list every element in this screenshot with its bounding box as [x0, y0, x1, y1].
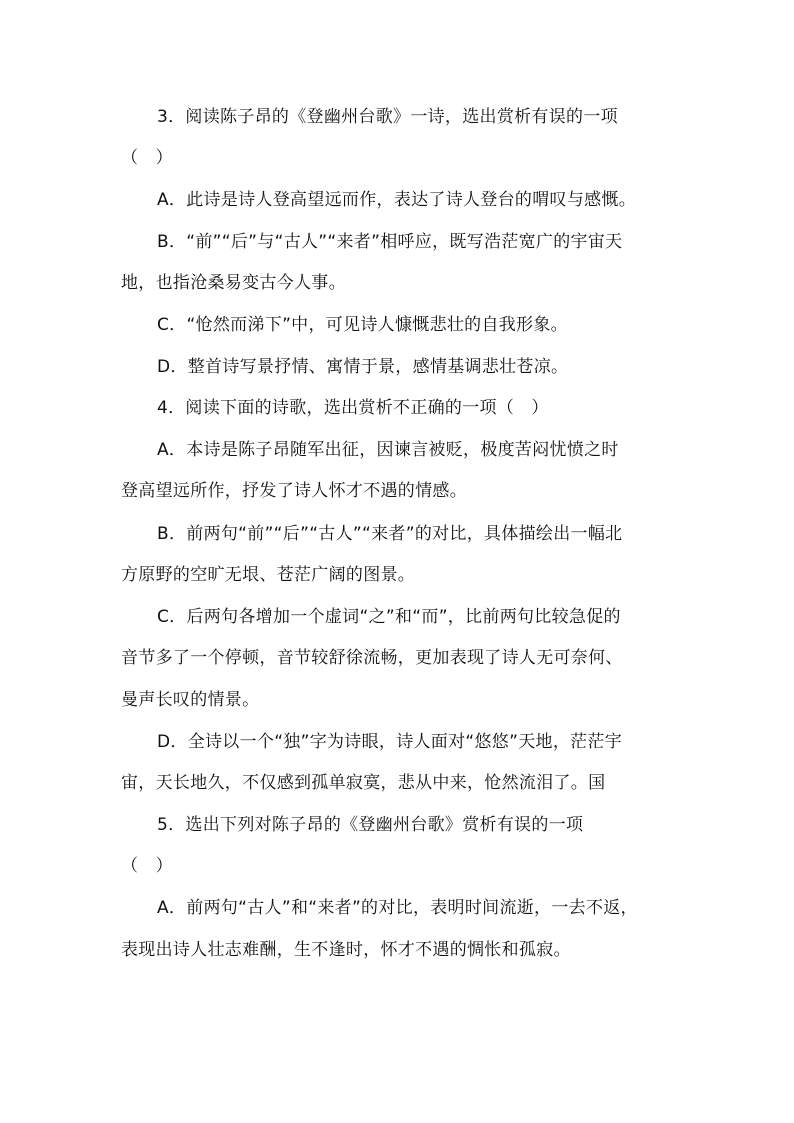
q4-option-d-line-1: D．全诗以一个“独”字为诗眼，诗人面对“悠悠”天地，茫茫宇: [157, 732, 623, 752]
q4-option-a-line-2: 登高望远所作，抒发了诗人怀才不遇的情感。: [121, 481, 467, 501]
q3-option-d: D．整首诗写景抒情、寓情于景，感情基调悲壮苍凉。: [157, 357, 569, 377]
q4-option-a-line-1: A．本诗是陈子昂随军出征，因谏言被贬，极度苦闷忧愤之时: [157, 440, 619, 460]
q4-stem: 4．阅读下面的诗歌，选出赏析不正确的一项（ ）: [157, 398, 549, 418]
q3-option-a: A．此诗是诗人登高望远而作，表达了诗人登台的喟叹与感慨。: [157, 190, 637, 210]
q3-option-b-line-2: 地，也指沧桑易变古今人事。: [121, 273, 346, 293]
q4-option-b-line-1: B．前两句“前”“后”“古人”“来者”的对比，具体描绘出一幅北: [157, 524, 623, 544]
q5-option-a-line-2: 表现出诗人壮志难酬，生不逢时，怀才不遇的惆怅和孤寂。: [121, 940, 571, 960]
q3-option-b-line-1: B．“前”“后”与“古人”“来者”相呼应，既写浩茫宽广的宇宙天: [157, 232, 623, 252]
q3-stem-line-1: 3．阅读陈子昂的《登幽州台歌》一诗，选出赏析有误的一项: [157, 107, 618, 127]
q5-stem-line-1: 5．选出下列对陈子昂的《登幽州台歌》赏析有误的一项: [157, 815, 584, 835]
q4-option-c-line-3: 曼声长叹的情景。: [121, 690, 260, 710]
q4-option-c-line-1: C．后两句各增加一个虚词“之”和“而”，比前两句比较急促的: [157, 607, 621, 627]
q4-option-b-line-2: 方原野的空旷无垠、苍茫广阔的图景。: [121, 565, 416, 585]
q3-option-c: C．“怆然而涕下”中，可见诗人慷慨悲壮的自我形象。: [157, 315, 568, 335]
q4-option-d-line-2: 宙，天长地久，不仅感到孤单寂寞，悲从中来，怆然流泪了。国: [121, 773, 606, 793]
q3-stem-line-2: （ ）: [121, 148, 173, 168]
q5-option-a-line-1: A．前两句“古人”和“来者”的对比，表明时间流逝，一去不返，: [157, 898, 638, 918]
q5-stem-line-2: （ ）: [121, 856, 173, 876]
q4-option-c-line-2: 音节多了一个停顿，音节较舒徐流畅，更加表现了诗人无可奈何、: [121, 648, 623, 668]
